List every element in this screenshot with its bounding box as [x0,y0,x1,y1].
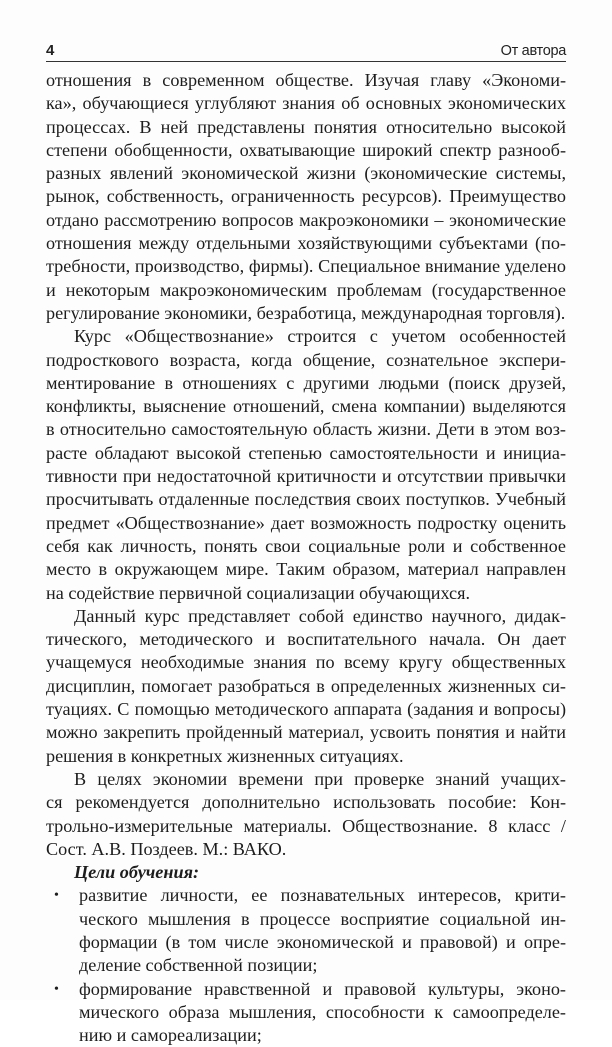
text-line: степени обобщенности, охватывающие широкий спектр разнооб- [46,139,566,160]
bullet-icon: • [54,888,59,904]
text-line: деление собственной позиции; [79,955,318,976]
text-line: нию и самореализации; [79,1025,262,1046]
body-text [46,69,566,1047]
text-line: просчитывать отдаленные последствия своих поступков. Учебный [46,489,566,510]
text-line: расте обладают высокой степенью самостоятельности и инициа- [46,442,566,463]
text-line: Курс «Обществознание» строится с учетом особенностей [74,326,566,347]
text-line: формирование нравственной и правовой культуры, эконо- [79,978,566,999]
text-line: решения в конкретных жизненных ситуациях. [46,745,404,766]
goal-item-2 [46,978,566,1047]
paragraph-4 [46,768,566,861]
text-line: ка», обучающиеся углубляют знания об основных экономических [46,93,566,114]
text-line: тического, методического и воспитательного начала. Он дает [46,629,566,650]
text-line: регулирование экономики, безработица, международная торговля). [46,302,566,323]
text-line: требности, производство, фирмы). Специальное внимание уделено [46,256,566,277]
text-line: подросткового возраста, когда общение, сознательное экспери- [46,349,566,370]
page-number: 4 [46,42,55,59]
text-line: дисциплин, помогает разобраться в определенных жизненных си- [46,675,566,696]
text-line: ческого мышления в процессе восприятие социальной ин- [79,908,566,929]
paragraph-2 [46,325,566,605]
text-line: В целях экономии времени при проверке знаний учащих- [74,768,566,789]
text-line: можно закрепить пройденный материал, усвоить понятия и найти [46,722,566,743]
text-line: отношения между отдельными хозяйствующими субъектами (по- [46,233,566,254]
text-line: процессах. В ней представлены понятия относительно высокой [46,116,566,137]
text-line: ся рекомендуется дополнительно использовать пособие: Кон- [46,792,566,813]
text-line: туациях. С помощью методического аппарата (задания и вопросы) [46,699,566,720]
text-line: себя как личность, понять свои социальные роли и собственное [46,535,566,556]
goals-heading: Цели обучения: [74,862,200,883]
bullet-icon: • [54,981,59,997]
text-line: тивности при недостаточной критичности и отсутствии привычки [46,466,566,487]
running-header [46,40,566,62]
text-line: предмет «Обществознание» дает возможность подростку оценить [46,512,566,533]
text-line: мического образа мышления, способности к самоопределе- [79,1001,566,1022]
text-line: учащемуся необходимые знания по всему кругу общественных [46,652,566,673]
text-line: место в окружающем мире. Таким образом, материал направлен [46,559,566,580]
text-line: трольно-измерительные материалы. Обществознание. 8 класс / [46,815,566,836]
text-line: рынок, собственность, ограниченность ресурсов). Преимущество [46,186,566,207]
text-line: конфликты, выяснение отношений, смена компании) выделяются [46,396,566,417]
paragraph-1 [46,69,566,325]
text-line: ментирование в отношениях с другими людьми (поиск друзей, [46,372,566,393]
section-title: От автора [500,43,566,59]
text-line: и некоторым макроэкономическим проблемам (государственное [46,279,566,300]
goal-item-1 [46,884,566,977]
text-line: Сост. А.В. Поздеев. М.: ВАКО. [46,838,287,859]
paragraph-3 [46,605,566,768]
text-line: в относительно самостоятельную область жизни. Дети в этом воз- [46,419,566,440]
text-line: разных явлений экономической жизни (экономические системы, [46,163,566,184]
goals-list [46,884,566,1047]
text-line: отдано рассмотрению вопросов макроэкономики – экономические [46,209,566,230]
text-line: Данный курс представляет собой единство научного, дидак- [74,605,566,626]
text-line: отношения в современном обществе. Изучая главу «Экономи- [46,70,566,90]
text-line: развитие личности, ее познавательных интересов, крити- [79,885,566,906]
text-line: формации (в том числе экономической и правовой) и опре- [79,931,566,952]
text-line: на содействие первичной социализации обучающихся. [46,582,471,603]
